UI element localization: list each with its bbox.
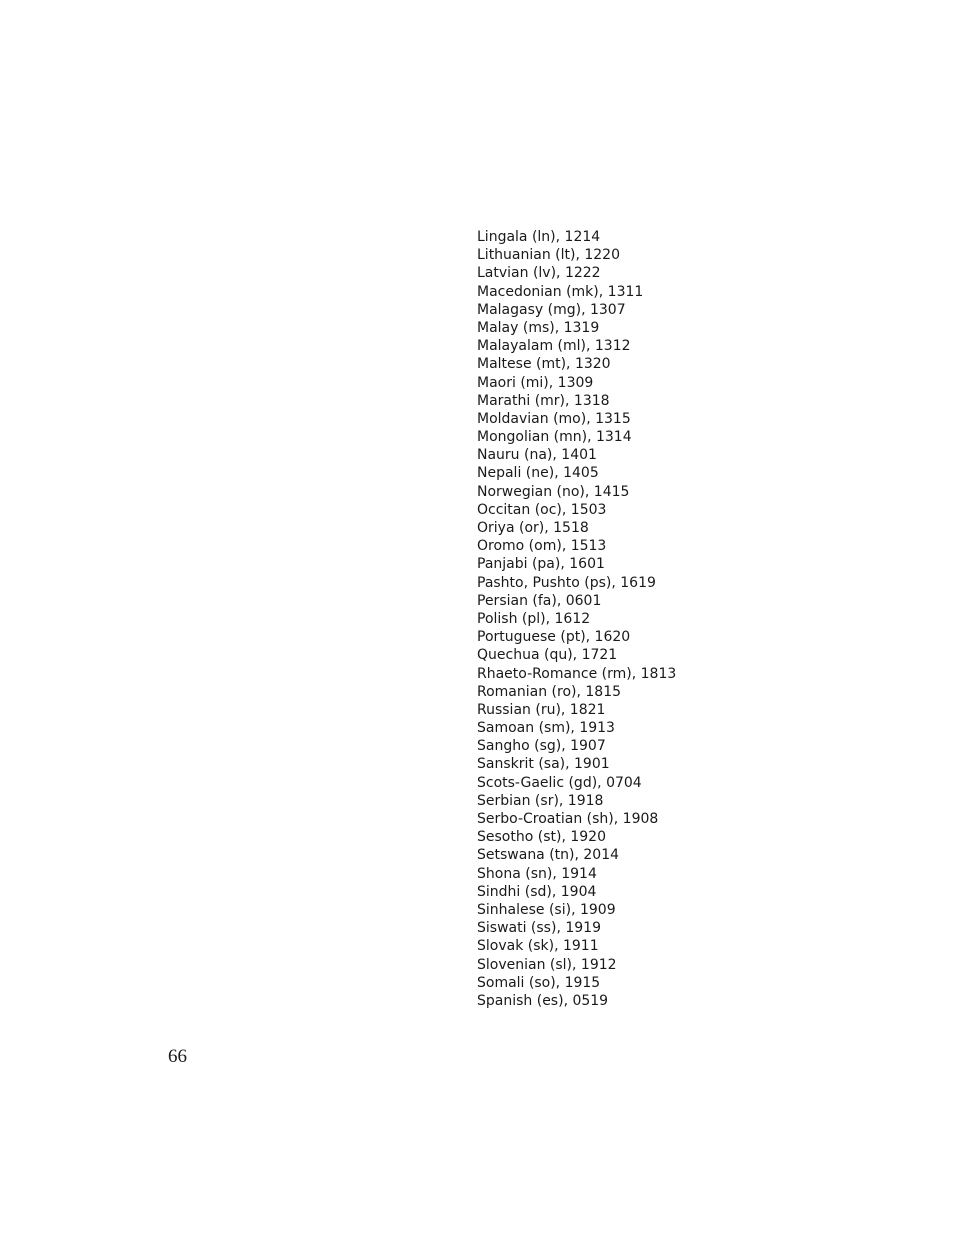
list-item: Nepali (ne), 1405 (477, 465, 599, 482)
list-item: Rhaeto-Romance (rm), 1813 (477, 665, 677, 682)
list-item: Lithuanian (lt), 1220 (477, 247, 621, 264)
list-item: Panjabi (pa), 1601 (477, 556, 605, 573)
list-item: Marathi (mr), 1318 (477, 392, 610, 409)
list-item: Malay (ms), 1319 (477, 319, 600, 336)
list-item: Scots-Gaelic (gd), 0704 (477, 774, 642, 791)
list-item: Samoan (sm), 1913 (477, 720, 615, 737)
list-item: Russian (ru), 1821 (477, 701, 606, 718)
list-item: Maori (mi), 1309 (477, 374, 594, 391)
list-item: Serbo-Croatian (sh), 1908 (477, 811, 659, 827)
list-item: Latvian (lv), 1222 (477, 265, 601, 282)
list-item: Occitan (oc), 1503 (477, 501, 607, 518)
list-item: Somali (so), 1915 (477, 974, 601, 991)
list-item: Norwegian (no), 1415 (477, 483, 630, 500)
list-item: Spanish (es), 0519 (477, 992, 609, 1009)
list-item: Malagasy (mg), 1307 (477, 301, 626, 318)
list-item: Oromo (om), 1513 (477, 538, 607, 555)
list-item: Setswana (tn), 2014 (477, 847, 620, 864)
list-item: Lingala (ln), 1214 (477, 229, 601, 245)
language-code-list (477, 228, 676, 1010)
list-item: Sangho (sg), 1907 (477, 738, 606, 755)
list-item: Slovak (sk), 1911 (477, 938, 599, 955)
list-item: Sindhi (sd), 1904 (477, 883, 597, 900)
list-item: Quechua (qu), 1721 (477, 647, 618, 664)
list-item: Malayalam (ml), 1312 (477, 338, 631, 355)
list-item: Portuguese (pt), 1620 (477, 629, 631, 646)
list-item: Siswati (ss), 1919 (477, 920, 601, 937)
list-item: Moldavian (mo), 1315 (477, 410, 631, 427)
list-item: Slovenian (sl), 1912 (477, 956, 617, 973)
list-item: Romanian (ro), 1815 (477, 683, 622, 700)
page-number: 66 (168, 1046, 187, 1067)
list-item: Macedonian (mk), 1311 (477, 283, 644, 300)
list-item: Polish (pl), 1612 (477, 610, 591, 627)
list-item: Sesotho (st), 1920 (477, 829, 606, 846)
list-item: Sanskrit (sa), 1901 (477, 756, 610, 773)
list-item: Nauru (na), 1401 (477, 447, 597, 464)
list-item: Pashto, Pushto (ps), 1619 (477, 574, 656, 591)
list-item: Serbian (sr), 1918 (477, 792, 604, 809)
list-item: Shona (sn), 1914 (477, 865, 597, 882)
list-item: Sinhalese (si), 1909 (477, 901, 616, 918)
list-item: Persian (fa), 0601 (477, 592, 602, 609)
list-item: Maltese (mt), 1320 (477, 356, 611, 373)
list-item: Mongolian (mn), 1314 (477, 429, 632, 446)
list-item: Oriya (or), 1518 (477, 520, 589, 536)
